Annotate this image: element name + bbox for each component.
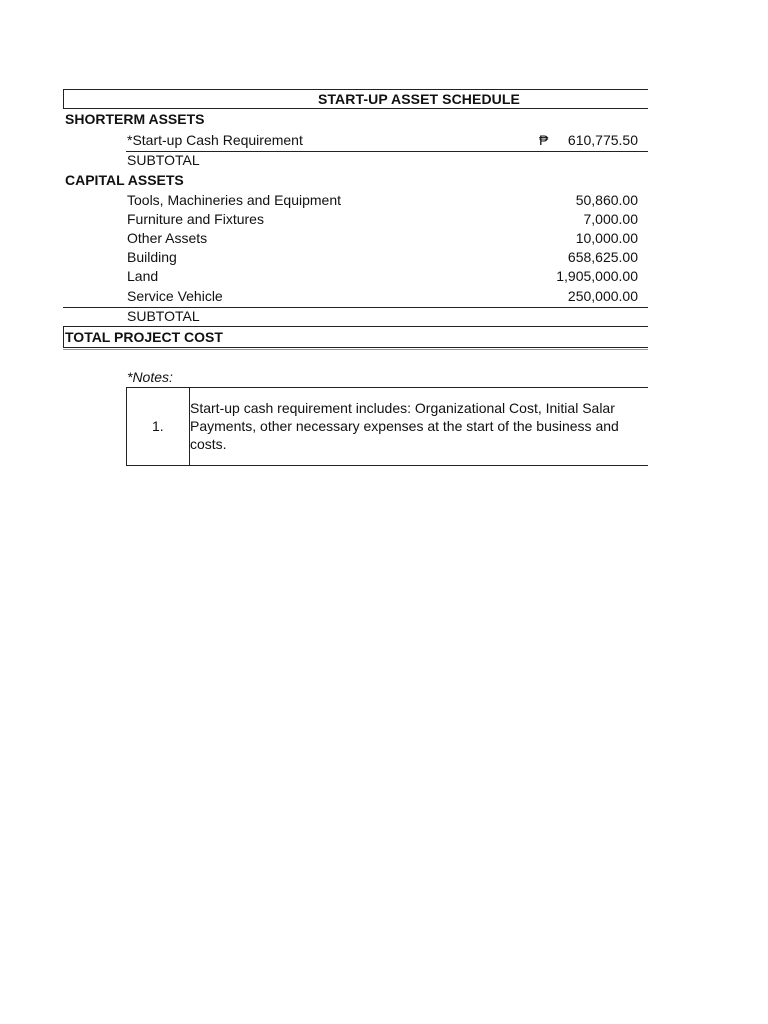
shortterm-subtotal-label: SUBTOTAL [127, 152, 200, 168]
capital-item-amount: 1,905,000.00 [556, 268, 638, 284]
capital-item-label: Land [127, 268, 159, 284]
total-project-cost-label: TOTAL PROJECT COST [65, 329, 223, 345]
note-number-cell [127, 388, 190, 465]
note-text-line: Start-up cash requirement includes: Organizational Cost, Initial Salar [190, 400, 615, 416]
capital-item-label: Service Vehicle [127, 288, 223, 304]
capital-item-amount: 50,860.00 [575, 192, 638, 208]
note-text-line: costs. [190, 436, 227, 452]
capital-subtotal-label: SUBTOTAL [127, 308, 200, 324]
peso-sign: ₱ [539, 132, 549, 148]
capital-item-amount: 658,625.00 [567, 249, 638, 265]
note-text-line: Payments, other necessary expenses at the start of the business and [190, 418, 619, 434]
schedule-title-cell [63, 89, 648, 109]
capital-item-amount: 7,000.00 [583, 211, 638, 227]
note-text [190, 399, 648, 453]
startup-cash-label: *Start-up Cash Requirement [127, 132, 303, 148]
total-double-rule [63, 349, 648, 350]
shortterm-section-label: SHORTERM ASSETS [65, 111, 205, 127]
capital-section-label: CAPITAL ASSETS [65, 172, 184, 188]
schedule-title: START-UP ASSET SCHEDULE [318, 91, 520, 107]
capital-item-amount: 250,000.00 [567, 288, 638, 304]
capital-item-amount: 10,000.00 [575, 230, 638, 246]
startup-cash-amount: 610,775.50 [567, 132, 638, 148]
total-project-cost-cell [63, 326, 648, 348]
note-box [126, 387, 648, 466]
capital-item-label: Tools, Machineries and Equipment [127, 192, 342, 208]
capital-item-label: Building [127, 249, 177, 265]
notes-label: *Notes: [127, 369, 173, 385]
note-number: 1. [152, 418, 164, 434]
capital-item-label: Other Assets [127, 230, 208, 246]
capital-item-label: Furniture and Fixtures [127, 211, 264, 227]
subtotal-rule [126, 151, 648, 152]
